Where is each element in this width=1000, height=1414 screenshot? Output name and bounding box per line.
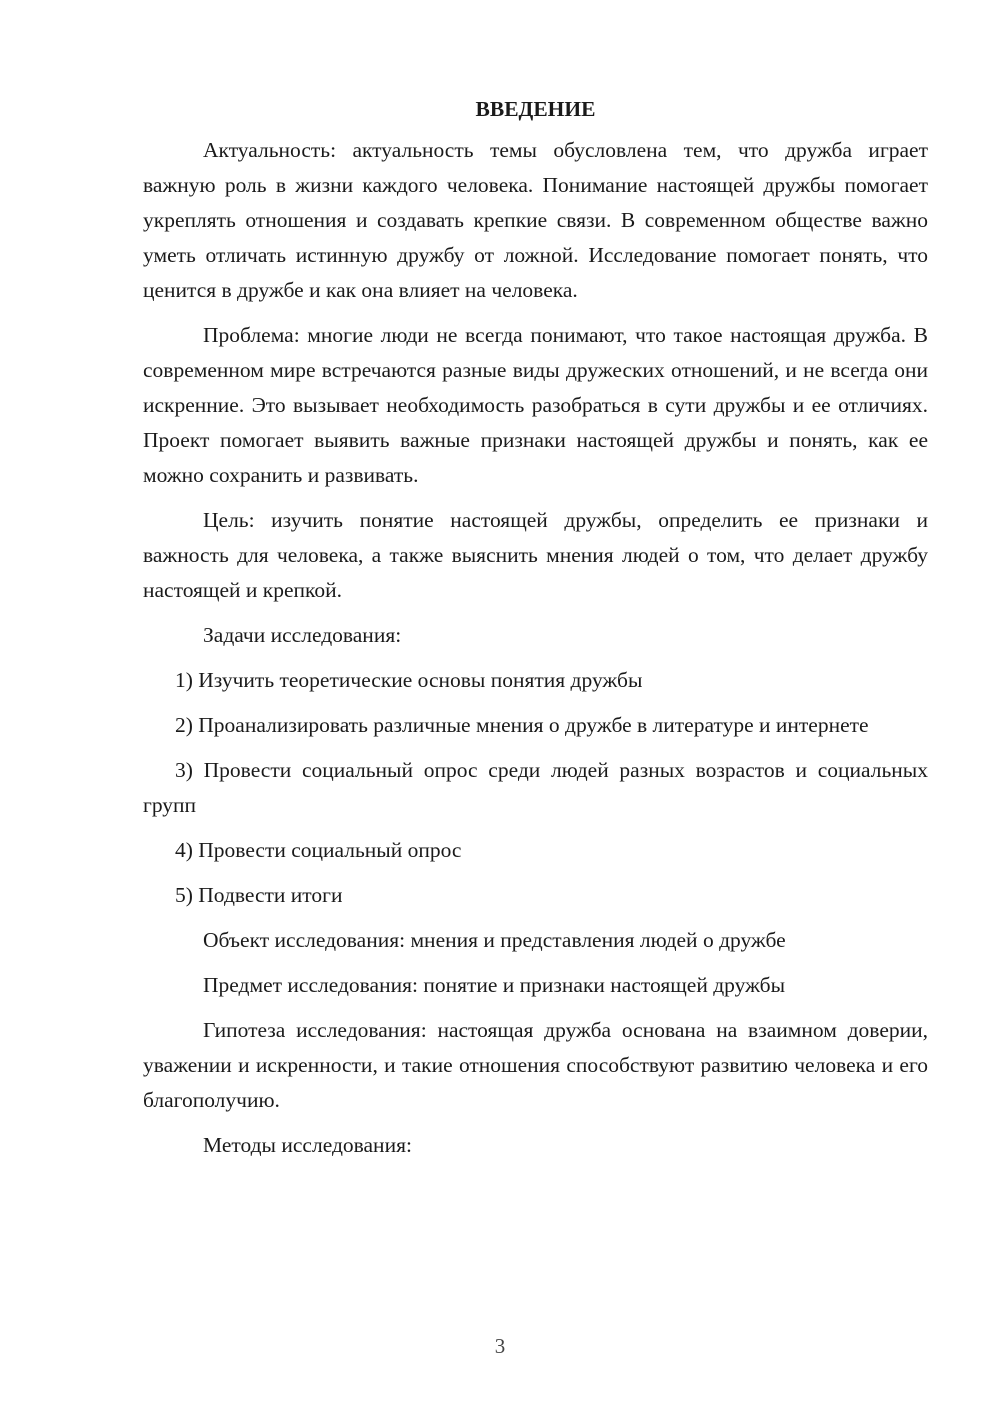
research-object: Объект исследования: мнения и представления людей о дружбе: [203, 928, 786, 952]
task-item-4: 4) Провести социальный опрос: [175, 838, 462, 862]
document-page: [143, 94, 928, 1173]
relevance-paragraph: Актуальность: актуальность темы обусловлена тем, что дружба играет важную роль в жизни каждого человека. Понимание настоящей дружбы помогает укреплять отношения и создавать крепкие связи. В современном обществе важно уметь отличать истинную дружбу от ложной. Исследование помогает понять, что ценится в дружбе и как она влияет на человека.: [143, 138, 928, 302]
section-title: ВВЕДЕНИЕ: [475, 97, 596, 121]
task-item-2: 2) Проанализировать различные мнения о дружбе в литературе и интернете: [175, 713, 869, 737]
goal-paragraph: Цель: изучить понятие настоящей дружбы, определить ее признаки и важность для человека, а также выяснить мнения людей о том, что делает дружбу настоящей и крепкой.: [143, 508, 928, 602]
page-number: 3: [494, 1334, 506, 1358]
task-item-3: 3) Провести социальный опрос среди людей разных возрастов и социальных групп: [143, 758, 928, 817]
research-subject: Предмет исследования: понятие и признаки настоящей дружбы: [203, 973, 786, 997]
task-item-1: 1) Изучить теоретические основы понятия дружбы: [175, 668, 643, 692]
hypothesis-paragraph: Гипотеза исследования: настоящая дружба основана на взаимном доверии, уважении и искренности, и такие отношения способствуют развитию человека и его благополучию.: [143, 1018, 928, 1112]
methods-heading: Методы исследования:: [203, 1133, 412, 1157]
task-item-5: 5) Подвести итоги: [175, 883, 343, 907]
problem-paragraph: Проблема: многие люди не всегда понимают, что такое настоящая дружба. В современном мире встречаются разные виды дружеских отношений, и не всегда они искренние. Это вызывает необходимость разобраться в сути дружбы и ее отличиях. Проект помогает выявить важные признаки настоящей дружбы и понять, как ее можно сохранить и развивать.: [143, 323, 928, 487]
tasks-heading: Задачи исследования:: [203, 623, 402, 647]
